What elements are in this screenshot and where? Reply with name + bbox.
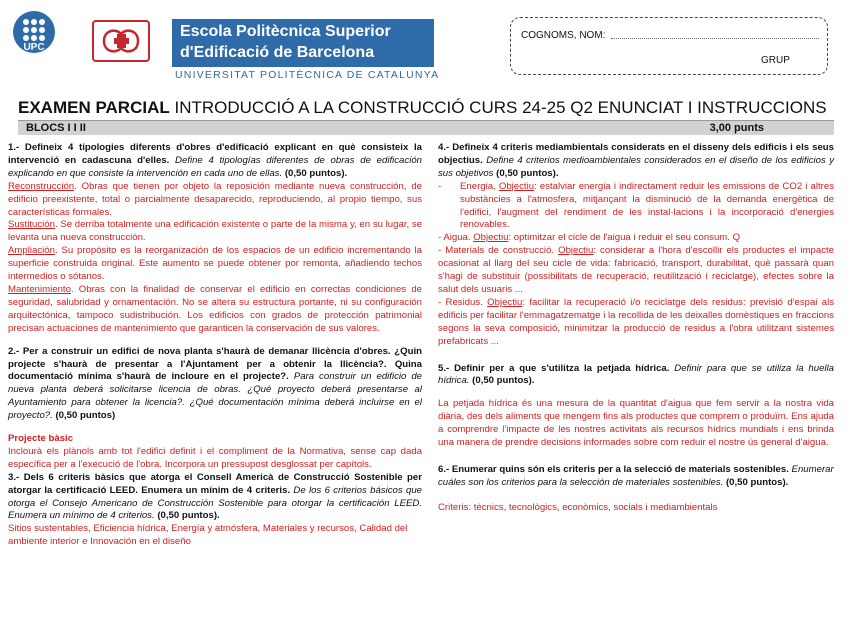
section-blocks: BLOCS I I II xyxy=(26,122,86,134)
upc-logo-text: UPC xyxy=(23,42,45,53)
section-points: 3,00 punts xyxy=(709,122,764,134)
school-name-box xyxy=(172,19,434,67)
answer-5: La petjada hídrica és una mesura de la quantitat d'aigua que fem servir a la nostra vida diària, des dels aliments que mengem fins als productes que comprem o produïm. Ens ajuda a comprendre l'impacte de les nostres activitats als recursos hídrics mundials i ens brinda una manera de prendre decisions informades sobre com reduir el nostre ús general d'aigua. xyxy=(438,398,834,449)
upc-logo xyxy=(12,10,56,64)
answer-4-waste: - Residus. Objectiu: facilitar la recuperació i/o reciclatge dels residus: previsió d'espai als edificis per facilitar l'emmagatzematge i la recollida de les deixalles domèstiques en fraccions segons la seva composició, minimitzar la producció de residus a l'obra utilitzant sistemes prefabricats ... xyxy=(438,296,834,347)
exam-title xyxy=(18,98,827,118)
answer-3: Sitios sustentables, Eficiencia hídrica, Energía y atmósfera, Materiales y recursos, Calidad del ambiente interior e Innovación en el diseño xyxy=(8,523,408,548)
question-2: 2.- Per a construir un edifici de nova planta s'haurà de demanar llicència d'obres. ¿Quin projecte s'haurà de presentar a l'Ajuntament per a obtenir la llicència?. Quina documentació mínima s'haurà de incloure en el projecte?. Para construir un edificio de nueva planta deberá solicitarse licencia de obras. ¿Qué proyecto deberá presentarse al Ayuntamiento para obtener la licencia?. ¿Qué documentación mínima deberá incluirse en el proyecto?. (0,50 puntos) xyxy=(8,345,423,422)
answer-1c: Ampliación. Su propósito es la reorganización de los espacios de un edificio incrementando la superficie construida original. Este aumento se puede obtener por remonta, añadiendo techos intermedios o sótanos. xyxy=(8,245,422,283)
answer-1a: Reconstrucción. Obras que tienen por objeto la reposición mediante nueva construcción, de edificio preexistente, total o parcialmente desaparecido, reproduciendo, al propio tiempo, sus características formales. xyxy=(8,180,422,218)
exam-title-bold: EXAMEN PARCIAL xyxy=(18,98,170,117)
school-name-line2: d'Edificació de Barcelona xyxy=(180,44,375,61)
group-label: GRUP xyxy=(761,55,790,66)
university-name: UNIVERSITAT POLITÈCNICA DE CATALUNYA xyxy=(175,69,440,81)
answer-4-water: - Aigua. Objectiu: optimitzar el cicle de l'aigua i reduir el seu consum. Q xyxy=(438,232,741,244)
answer-4-energy: - Energia. Objectiu: estalviar energia i indirectament reduir les emissions de CO2 i altres substàncies a l'atmosfera, mitjançant la disminució de la demanda energètica de l'edifici, l'augment del rendiment de les instal·lacions i la incorporació d'energies renovables. xyxy=(438,180,835,231)
answer-2-title: Projecte bàsic xyxy=(8,433,74,445)
name-line[interactable] xyxy=(611,38,819,39)
question-6: 6.- Enumerar quins són els criteris per a la selecció de materials sostenibles. Enumerar cuáles son los criterios para la selección de materiales sostenibles. (0,50 puntos). xyxy=(438,463,834,488)
answer-4-materials: - Materials de construcció. Objectiu: considerar a l'hora d'escollir els productes el impacte ocasionat al llarg del seu cicle de vida: fabricació, transport, durabilitat, què passarà quan s'hagi de substituir (possibilitats de recuperació, reutilització i reciclatge), efectes sobre la salut dels usuaris ... xyxy=(438,245,835,295)
upc-logo-icon xyxy=(12,10,56,64)
question-3: 3.- Dels 6 criteris bàsics que atorga el Consell Americà de Construcció Sostenible per atorgar la certificació LEED. Enumera un mínim de 4 criteris. De los 6 criterios básicos que otorga el Consejo Americano de Construcción Sostenible para otorgar la certificación LEED. Enumera un mínimo de 4 criterios. (0,50 puntos). xyxy=(8,471,422,522)
question-4: 4.- Defineix 4 criteris mediambientals considerats en el disseny dels edificis i els seus objectius. Define 4 criterios medioambientales considerados en el diseño de los edificios y sus objetivos (0,50 puntos). xyxy=(438,142,834,179)
exam-title-rest: INTRODUCCIÓ A LA CONSTRUCCIÓ CURS 24-25 Q2 ENUNCIAT I INSTRUCCIONS xyxy=(174,98,827,117)
eps-logo-icon xyxy=(92,20,150,62)
question-5: 5.- Definir per a que s'utilitza la petjada hídrica. Definir para que se utiliza la huella hídrica. (0,50 puntos). xyxy=(438,362,835,387)
left-column xyxy=(8,142,422,549)
answer-2: Inclourà els plànols amb tot l'edifici definit i el compliment de la Normativa, sense cap dada específica per a l'execució de l'obra. Incorpora un pressupost desglossat per capítols. xyxy=(8,445,422,470)
student-name-box xyxy=(510,17,828,75)
school-name-line1: Escola Politècnica Superior xyxy=(180,23,391,40)
answer-6: Criteris: tècnics, tecnològics, econòmics, socials i mediambientals xyxy=(438,501,718,513)
answer-1d: Mantenimiento. Obras con la finalidad de conservar el edificio en correctas condiciones de seguridad, salubridad y ornamentación. No se altera su estructura portante, ni su configuración arquitectónica, tampoco sudistribución. Los edificios con grados de protección patrimonial precisan actuaciones de mantenimiento que garanticen la conservación de sus valores. xyxy=(8,283,422,334)
name-label: COGNOMS, NOM: xyxy=(521,30,606,41)
right-column xyxy=(438,142,834,515)
question-1: 1.- Defineix 4 tipologies diferents d'obres d'edificació explicant en què consisteix la intervenció en cadascuna d'elles. Define 4 tipologías diferentes de obras de edificación explicando en que consiste la intervención en cada uno de ellas. (0,50 puntos). xyxy=(8,142,422,179)
section-bar xyxy=(18,120,834,135)
answer-1b: Sustitución. Se derriba totalmente una edificación existente o parte de la misma y, en su lugar, se levanta una nueva construcción. xyxy=(8,219,422,244)
